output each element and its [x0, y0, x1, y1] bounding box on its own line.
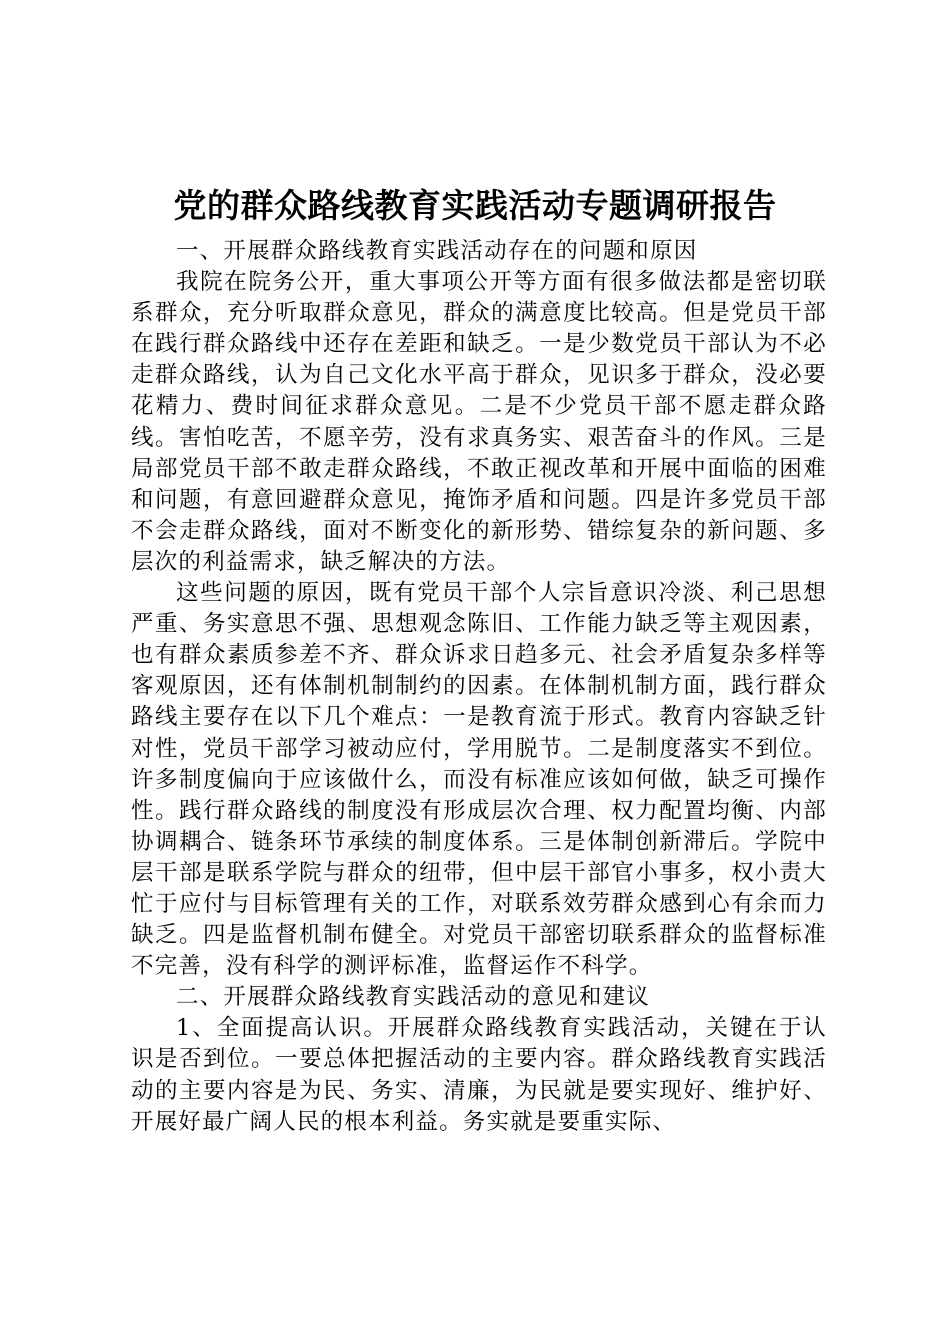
paragraph-suggestion-1: 1、全面提高认识。开展群众路线教育实践活动，关键在于认识是否到位。一要总体把握活动的主要内容。群众路线教育实践活动的主要内容是为民、务实、清廉，为民就是要实现好、维护好、开展好最广阔人民的根本利益。务实就是要重实际、: [131, 1015, 827, 1135]
section-heading-1: 一、开展群众路线教育实践活动存在的问题和原因: [176, 238, 698, 264]
document-body: [131, 236, 827, 1138]
paragraph-problems: 我院在院务公开，重大事项公开等方面有很多做法都是密切联系群众，充分听取群众意见，群众的满意度比较高。但是党员干部在践行群众路线中还存在差距和缺乏。一是少数党员干部认为不必走群众路线，认为自己文化水平高于群众，见识多于群众，没必要花精力、费时间征求群众意见。二是不少党员干部不愿走群众路线。害怕吃苦，不愿辛劳，没有求真务实、艰苦奋斗的作风。三是局部党员干部不敢走群众路线，不敢正视改革和开展中面临的困难和问题，有意回避群众意见，掩饰矛盾和问题。四是许多党员干部不会走群众路线，面对不断变化的新形势、错综复杂的新问题、多层次的利益需求，缺乏解决的方法。: [131, 269, 827, 575]
document-title: 党的群众路线教育实践活动专题调研报告: [173, 186, 777, 225]
paragraph-causes: 这些问题的原因，既有党员干部个人宗旨意识冷淡、利己思想严重、务实意思不强、思想观念陈旧、工作能力缺乏等主观因素，也有群众素质参差不齐、群众诉求日趋多元、社会矛盾复杂多样等客观原因，还有体制机制制约的因素。在体制机制方面，践行群众路线主要存在以下几个难点：一是教育流于形式。教育内容缺乏针对性，党员干部学习被动应付，学用脱节。二是制度落实不到位。许多制度偏向于应该做什么，而没有标准应该如何做，缺乏可操作性。践行群众路线的制度没有形成层次合理、权力配置均衡、内部协调耦合、链条环节承续的制度体系。三是体制创新滞后。学院中层干部是联系学院与群众的纽带，但中层干部官小事多，权小责大忙于应付与目标管理有关的工作，对联系效劳群众感到心有余而力缺乏。四是监督机制布健全。对党员干部密切联系群众的监督标准不完善，没有科学的测评标准，监督运作不科学。: [131, 580, 827, 980]
section-heading-2: 二、开展群众路线教育实践活动的意见和建议: [176, 984, 651, 1011]
